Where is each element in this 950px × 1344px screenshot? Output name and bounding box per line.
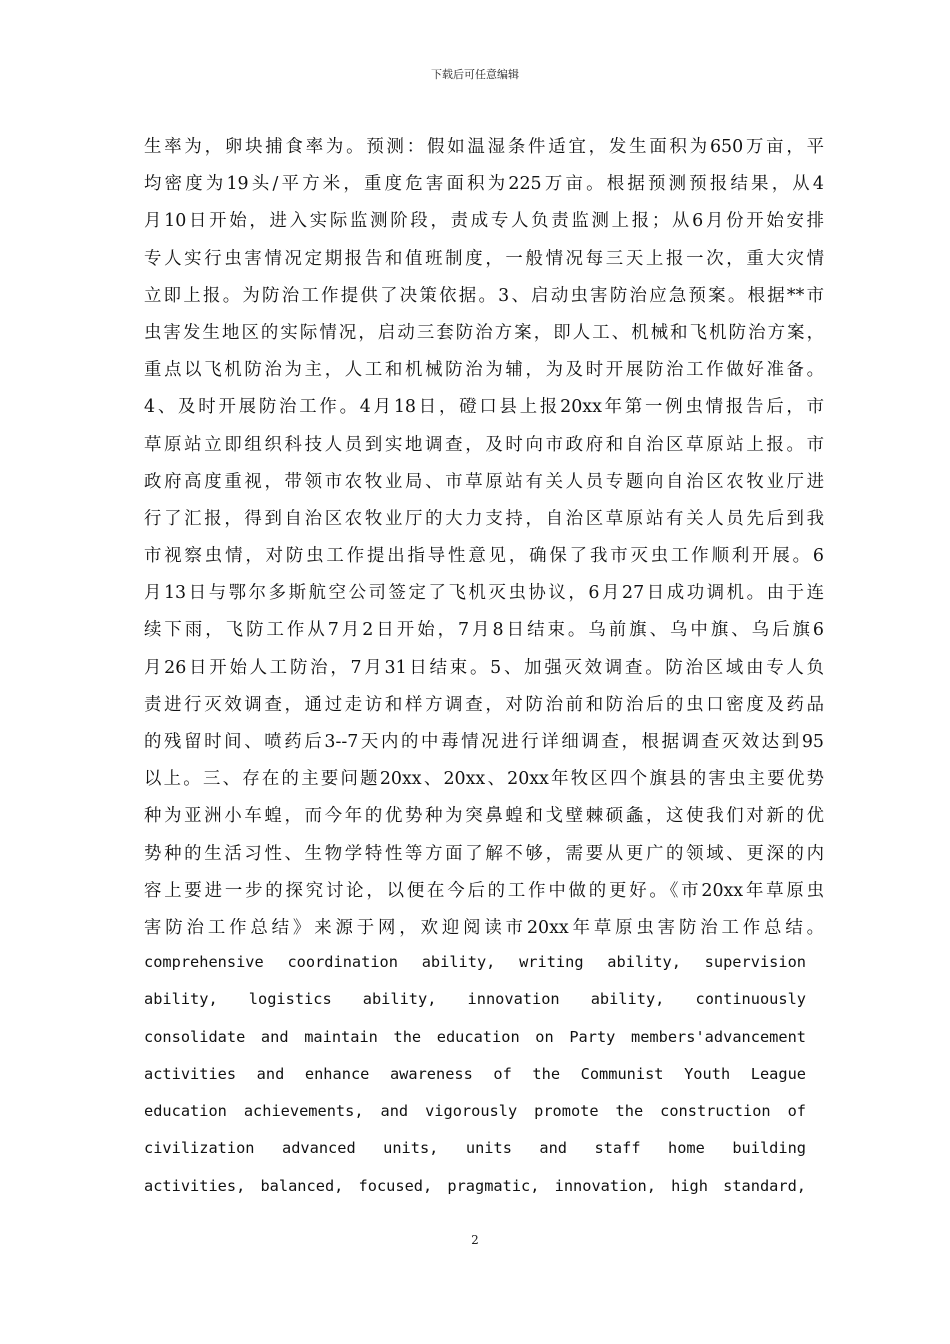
text-line: 的残留时间、喷药后3--7天内的中毒情况进行详细调查，根据调查灭效达到95 [144, 732, 824, 752]
text-line: activities and enhance awareness of the Communist Youth League [144, 1064, 806, 1083]
text-line: 政府高度重视，带领市农牧业局、市草原站有关人员专题向自治区农牧业厅进 [144, 471, 824, 492]
text-line: 市视察虫情，对防虫工作提出指导性意见，确保了我市灭虫工作顺利开展。6 [144, 546, 824, 567]
text-line: 均密度为19头/平方米，重度危害面积为225万亩。根据预测预报结果，从4 [144, 174, 824, 195]
text-line: 责进行灭效调查，通过走访和样方调查，对防治前和防治后的虫口密度及药品 [144, 694, 824, 715]
text-line: 月26日开始人工防治，7月31日结束。5、加强灭效调查。防治区域由专人负 [144, 657, 824, 678]
text-line: 势种的生活习性、生物学特性等方面了解不够，需要从更广的领域、更深的内 [144, 843, 824, 864]
text-line: ability, logistics ability, innovation ability, continuously [144, 990, 806, 1009]
text-line: 种为亚洲小车蝗，而今年的优势种为突鼻蝗和戈壁棘硕螽，这使我们对新的优 [144, 806, 824, 827]
text-line: comprehensive coordination ability, writing ability, supervision [144, 953, 806, 971]
text-line: 专人实行虫害情况定期报告和值班制度，一般情况每三天上报一次，重大灾情 [144, 248, 824, 269]
text-line: 行了汇报，得到自治区农牧业厅的大力支持，自治区草原站有关人员先后到我 [144, 508, 824, 529]
text-line: 4、及时开展防治工作。4月18日，磴口县上报20xx年第一例虫情报告后，市 [144, 397, 824, 418]
body-text-chinese [144, 129, 824, 947]
text-line: consolidate and maintain the education on Party members'advancement [144, 1027, 806, 1046]
text-line: 容上要进一步的探究讨论，以便在今后的工作中做的更好。《市20xx年草原虫 [144, 880, 824, 901]
text-line: activities, balanced, focused, pragmatic, innovation, high standard, [144, 1176, 806, 1195]
page-header: 下载后可任意编辑 [431, 68, 519, 81]
text-line: 月10日开始，进入实际监测阶段，责成专人负责监测上报；从6月份开始安排 [144, 211, 824, 232]
text-line: 重点以飞机防治为主，人工和机械防治为辅，为及时开展防治工作做好准备。 [144, 360, 824, 381]
text-line: 害防治工作总结》来源于网，欢迎阅读市20xx年草原虫害防治工作总结。 [144, 917, 824, 938]
page-number: 2 [471, 1233, 479, 1247]
text-line: 续下雨，飞防工作从7月2日开始，7月8日结束。乌前旗、乌中旗、乌后旗6 [144, 620, 824, 641]
body-text-english [144, 944, 806, 1205]
text-line: 草原站立即组织科技人员到实地调查，及时向市政府和自治区草原站上报。市 [144, 434, 824, 455]
text-line: education achievements, and vigorously promote the construction of [144, 1102, 806, 1121]
text-line: 月13日与鄂尔多斯航空公司签定了飞机灭虫协议，6月27日成功调机。由于连 [144, 583, 824, 604]
text-line: civilization advanced units, units and staff home building [144, 1139, 806, 1158]
text-line: 以上。三、存在的主要问题20xx、20xx、20xx年牧区四个旗县的害虫主要优势 [144, 769, 824, 790]
text-line: 虫害发生地区的实际情况，启动三套防治方案，即人工、机械和飞机防治方案， [144, 322, 824, 343]
text-line: 生率为，卵块捕食率为。预测：假如温湿条件适宜，发生面积为650万亩，平 [144, 137, 824, 157]
text-line: 立即上报。为防治工作提供了决策依据。3、启动虫害防治应急预案。根据**市 [144, 285, 824, 306]
